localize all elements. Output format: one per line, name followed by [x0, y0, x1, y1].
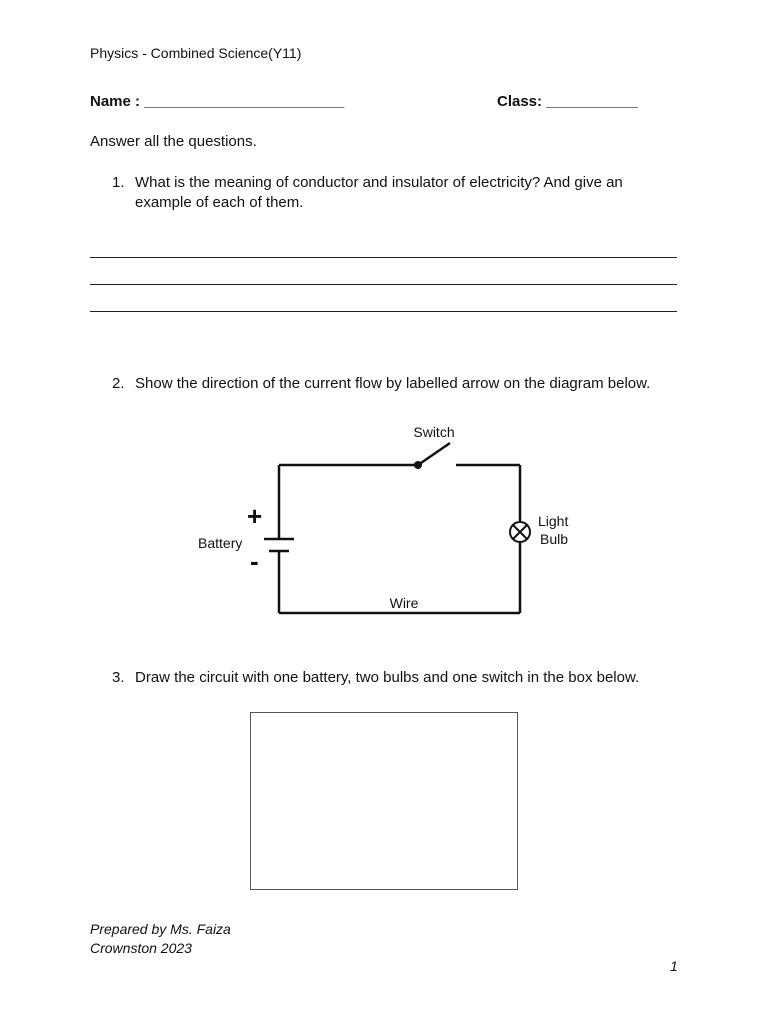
bulb-label-line2: Bulb [540, 531, 569, 547]
switch-lever [418, 443, 450, 465]
footer [90, 920, 231, 958]
answer-line[interactable] [90, 257, 677, 258]
prepared-by: Prepared by Ms. Faiza [90, 921, 231, 937]
bulb-label-line1: Light [538, 513, 569, 529]
class-field-label: Class: ___________ [497, 93, 638, 110]
question-text: Draw the circuit with one battery, two bulbs and one switch in the box below. [135, 669, 640, 686]
question-number: 1. [112, 174, 125, 191]
bulb-icon [510, 522, 530, 542]
battery-label: Battery [198, 535, 243, 551]
question-number: 3. [112, 669, 125, 686]
answer-line[interactable] [90, 284, 677, 285]
page-number: 1 [670, 958, 678, 974]
circuit-diagram[interactable] [190, 418, 590, 618]
question-text: What is the meaning of conductor and insulator of electricity? And give an example of each of them. [135, 174, 623, 211]
wire-label: Wire [389, 595, 419, 611]
question-text: Show the direction of the current flow by labelled arrow on the diagram below. [135, 375, 651, 392]
drawing-box[interactable] [250, 712, 518, 890]
worksheet-subject: Physics - Combined Science(Y11) [90, 45, 302, 61]
name-field-label: Name : ________________________ [90, 93, 345, 110]
circuit-wires [264, 443, 520, 613]
answer-line[interactable] [90, 311, 677, 312]
school-year: Crownston 2023 [90, 940, 192, 956]
plus-sign: + [247, 501, 263, 531]
question-number: 2. [112, 375, 125, 392]
instructions: Answer all the questions. [90, 133, 257, 150]
minus-sign: - [250, 546, 259, 576]
switch-pivot [414, 461, 422, 469]
switch-label: Switch [413, 424, 455, 440]
